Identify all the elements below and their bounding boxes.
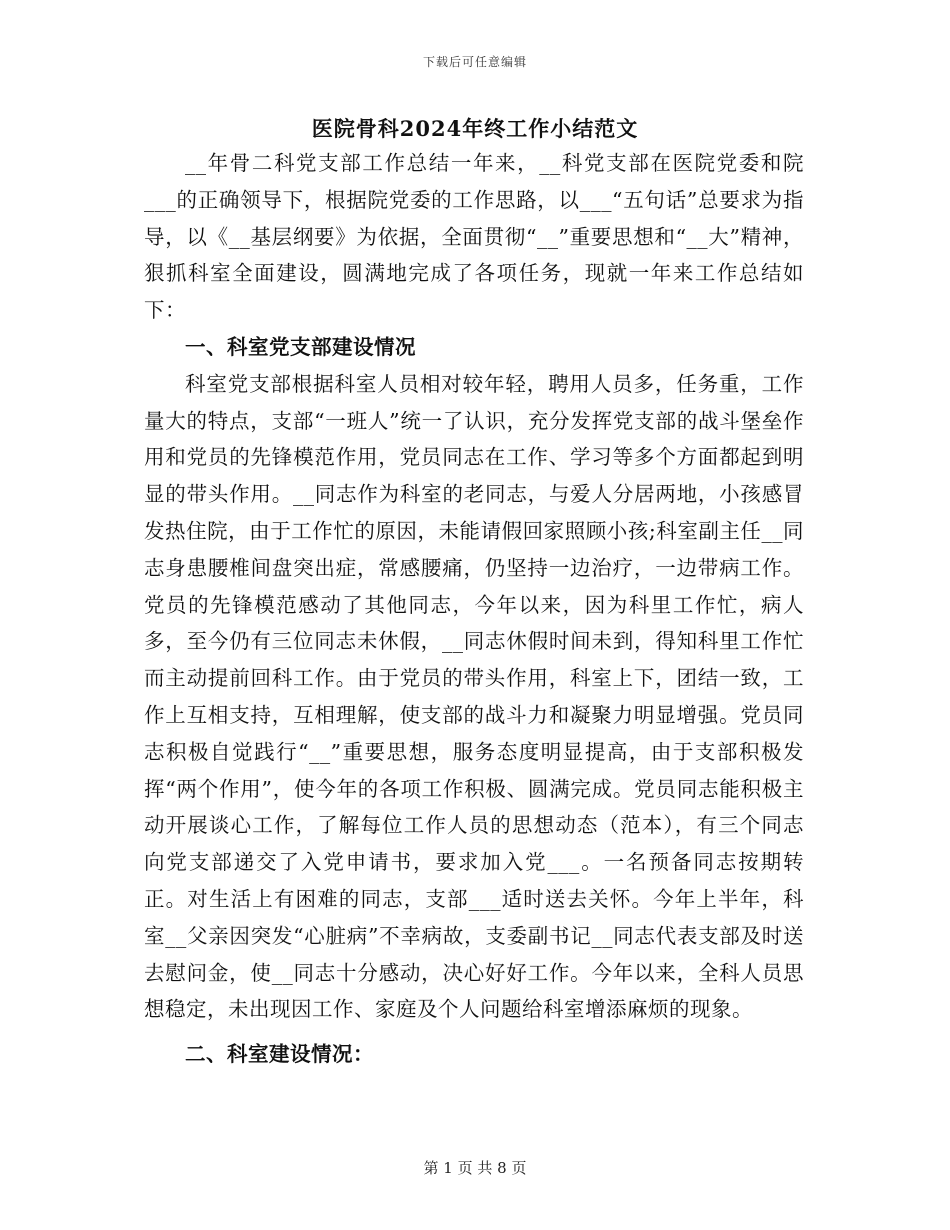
document-body [144, 145, 804, 1073]
page-number: 第 1 页 共 8 页 [423, 1159, 527, 1177]
intro-paragraph: __年骨二科党支部工作总结一年来，__科党支部在医院党委和院___的正确领导下，根据院党委的工作思路，以___“五句话”总要求为指导，以《__基层纲要》为依据，全面贯彻“__”重要思想和“__大”精神，狠抓科室全面建设，圆满地完成了各项任务，现就一年来工作总结如下： [144, 151, 804, 323]
section-1-paragraph: 科室党支部根据科室人员相对较年轻，聘用人员多，任务重，工作量大的特点，支部“一班人”统一了认识，充分发挥党支部的战斗堡垒作用和党员的先锋模范作用，党员同志在工作、学习等多个方面都起到明显的带头作用。__同志作为科室的老同志，与爱人分居两地，小孩感冒发热住院，由于工作忙的原因，未能请假回家照顾小孩;科室副主任__同志身患腰椎间盘突出症，常感腰痛，仍坚持一边治疗，一边带病工作。党员的先锋模范感动了其他同志，今年以来，因为科里工作忙，病人多，至今仍有三位同志未休假，__同志休假时间未到，得知科里工作忙而主动提前回科工作。由于党员的带头作用，科室上下，团结一致，工作上互相支持，互相理解，使支部的战斗力和凝聚力明显增强。党员同志积极自觉践行“__”重要思想，服务态度明显提高，由于支部积极发挥“两个作用”，使今年的各项工作积极、圆满完成。党员同志能积极主动开展谈心工作，了解每位工作人员的思想动态（范本），有三个同志向党支部递交了入党申请书，要求加入党___。一名预备同志按期转正。对生活上有困难的同志，支部___适时送去关怀。今年上半年，科室__父亲因突发“心脏病”不幸病故，支委副书记__同志代表支部及时送去慰问金，使__同志十分感动，决心好好工作。今年以来，全科人员思想稳定，未出现因工作、家庭及个人问题给科室增添麻烦的现象。 [144, 371, 804, 1022]
header-note: 下载后可任意编辑 [422, 55, 527, 69]
section-heading-2: 二、科室建设情况： [185, 1042, 374, 1067]
section-heading-1: 一、科室党支部建设情况 [185, 334, 416, 359]
document-title: 医院骨科2024年终工作小结范文 [311, 116, 639, 141]
